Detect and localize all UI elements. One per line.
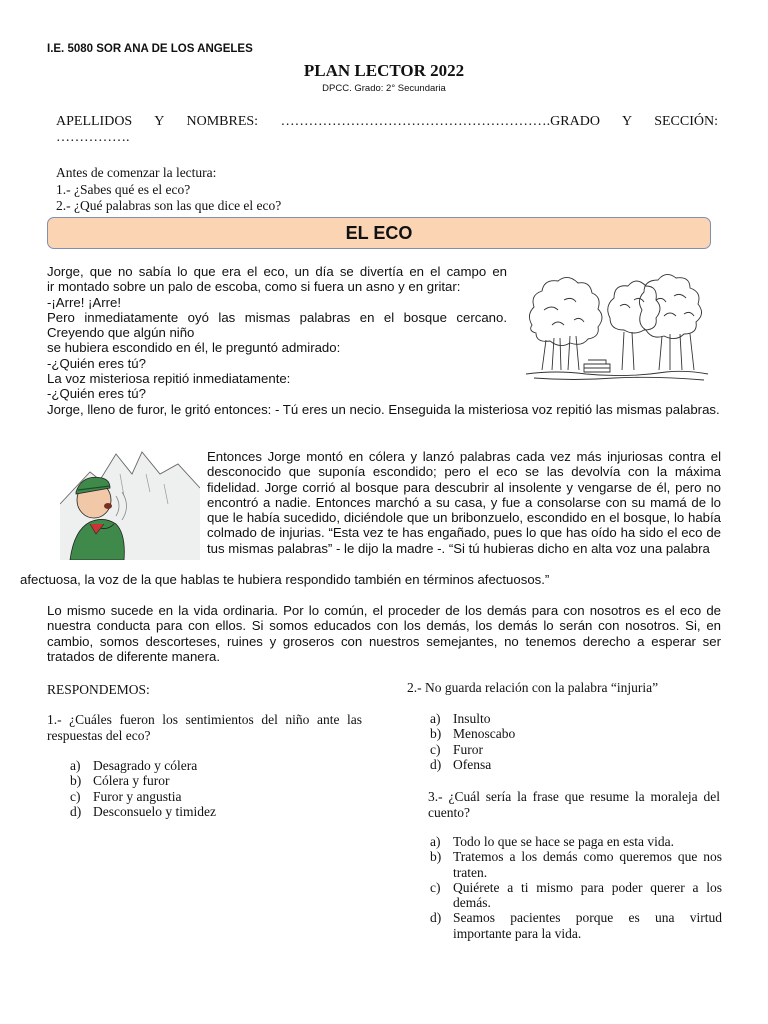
story-title: EL ECO (345, 222, 413, 243)
option-text: Furor (453, 741, 483, 757)
option-letter: a) (430, 711, 441, 726)
forest-illustration (524, 270, 710, 386)
story-line: La voz misteriosa repitió inmediatamente: (47, 371, 291, 387)
document-subtitle: DPCC. Grado: 2° Secundaria (322, 83, 446, 94)
story-paragraph-2-end: afectuosa, la voz de la que hablas te hubiera respondido también en términos afectuosos.” (20, 572, 550, 587)
option-1b[interactable] (70, 773, 216, 788)
story-paragraph-1 (47, 264, 507, 402)
story-line: Jorge, que no sabía lo que era el eco, un día se divertía en el campo en (47, 264, 507, 279)
option-3c[interactable] (430, 880, 722, 911)
option-2d[interactable] (430, 757, 515, 772)
school-name: I.E. 5080 SOR ANA DE LOS ANGELES (47, 43, 253, 55)
option-text: Desagrado y cólera (93, 758, 198, 773)
option-3b[interactable] (430, 849, 722, 880)
option-text: Tratemos a los demás como queremos que nos traten. (453, 849, 722, 880)
option-letter: d) (430, 910, 442, 926)
story-line: ir montado sobre un palo de escoba, como si fuera un asno y en gritar: (47, 279, 461, 295)
question-2-options (430, 711, 515, 772)
option-text: Furor y angustia (93, 788, 182, 804)
document-title: PLAN LECTOR 2022 (303, 61, 465, 80)
option-letter: d) (430, 756, 442, 772)
option-letter: c) (70, 788, 81, 804)
student-section-field: ……………. (56, 130, 130, 145)
option-letter: a) (430, 834, 441, 849)
option-letter: c) (430, 879, 441, 895)
option-2c[interactable] (430, 742, 515, 757)
question-1: 1.- ¿Cuáles fueron los sentimientos del niño ante las respuestas del eco? (47, 712, 362, 743)
story-line: se hubiera escondido en él, le preguntó admirado: (47, 340, 341, 356)
option-text: Seamos pacientes porque es una virtud importante para la vida. (453, 910, 722, 941)
option-1d[interactable] (70, 804, 216, 819)
prereading-question-1: 1.- ¿Sabes qué es el eco? (56, 181, 191, 197)
option-letter: b) (70, 773, 82, 789)
prereading-intro: Antes de comenzar la lectura: (56, 165, 217, 180)
option-letter: d) (70, 803, 82, 819)
story-paragraph-2: Entonces Jorge montó en cólera y lanzó palabras cada vez más injuriosas contra el desconocido que suponía escondido; pero el eco se las devolvía con la máxima fidelidad. Jorge corrió al bosque para descubrir al insolente y vengarse de él, pero no encontró a nadie. Entonces marchó a su casa, y fue a consolarse con su mamá de lo que le había sucedido, diciéndole que un bribonzuelo, escondido en el bosque, lo había colmado de injurias. “Esta vez te has engañado, pues lo que has oído ha sido el eco de tus mismas palabras” - le dijo la madre -. “Si tú hubieras dicho en alta voz una palabra (207, 449, 721, 556)
option-letter: c) (430, 741, 441, 757)
prereading-questions (56, 165, 281, 215)
question-2: 2.- No guarda relación con la palabra “injuria” (407, 680, 659, 695)
story-line: -¿Quién eres tú? (47, 355, 146, 371)
question-1-options (70, 758, 216, 819)
story-paragraph-3: Lo mismo sucede en la vida ordinaria. Por lo común, el proceder de los demás para con nosotros es el eco de nuestra conducta para con ellos. Si somos educados con los demás, los demás lo serán con nosotros. Si, en cambio, somos descorteses, ruines y groseros con nuestros semejantes, no tenemos derecho a esperar ser tratados de diferente manera. (47, 603, 721, 664)
story-line: Pero inmediatamente oyó las mismas palabras en el bosque cercano. Creyendo que algún niño (47, 309, 507, 341)
option-1c[interactable] (70, 789, 216, 804)
option-text: Todo lo que se hace se paga en esta vida. (453, 834, 674, 849)
story-line: -¿Quién eres tú? (47, 386, 146, 402)
question-3-options (430, 834, 722, 941)
option-3d[interactable] (430, 910, 722, 941)
option-text: Desconsuelo y timidez (93, 803, 216, 819)
option-letter: b) (430, 849, 442, 865)
option-text: Ofensa (453, 756, 492, 772)
prereading-question-2: 2.- ¿Qué palabras son las que dice el eco? (56, 198, 282, 213)
question-3: 3.- ¿Cuál sería la frase que resume la moraleja del cuento? (428, 789, 720, 820)
option-letter: b) (430, 726, 442, 742)
story-title-banner (47, 217, 711, 249)
option-text: Insulto (453, 711, 491, 726)
option-text: Menoscabo (453, 726, 516, 742)
boy-shouting-illustration (60, 444, 200, 560)
option-1a[interactable] (70, 758, 216, 773)
story-paragraph-1-end: Jorge, lleno de furor, le gritó entonces: - Tú eres un necio. Enseguida la misteriosa voz repitió las mismas palabras. (47, 402, 720, 417)
option-2a[interactable] (430, 711, 515, 726)
option-2b[interactable] (430, 726, 515, 741)
option-letter: a) (70, 758, 81, 773)
option-3a[interactable] (430, 834, 722, 849)
option-text: Quiérete a ti mismo para poder querer a los demás. (453, 879, 722, 911)
story-line: -¡Arre! ¡Arre! (47, 294, 121, 310)
student-name-field: APELLIDOS Y NOMBRES: ………………………………………………….GRADO Y SECCIÓN: (56, 114, 718, 129)
option-text: Cólera y furor (93, 773, 170, 789)
questions-section-title: RESPONDEMOS: (47, 682, 150, 697)
